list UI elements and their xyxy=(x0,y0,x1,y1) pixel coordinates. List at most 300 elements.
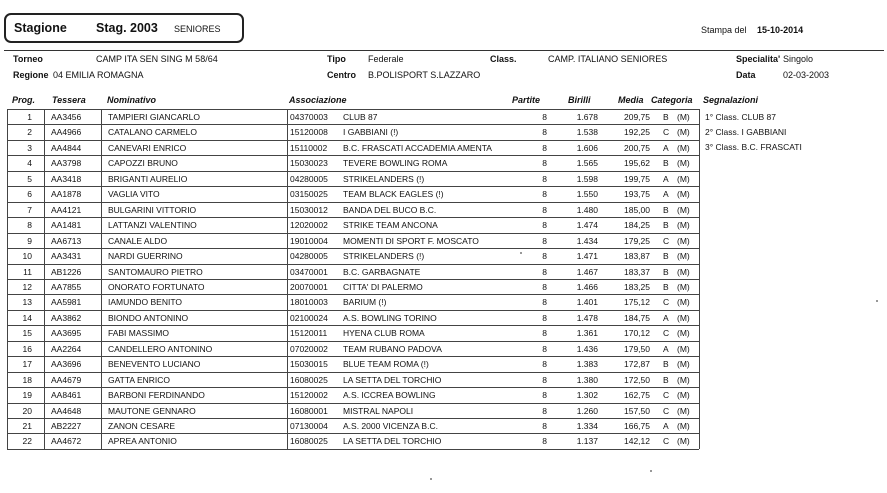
row-tessera: AA6713 xyxy=(51,235,82,246)
row-tessera: AA3696 xyxy=(51,359,82,370)
scan-speck xyxy=(430,478,432,480)
row-nominativo: CANEVARI ENRICO xyxy=(108,142,187,153)
row-assoc-name: I GABBIANI (!) xyxy=(343,127,399,138)
row-assoc-code: 18010003 xyxy=(290,297,328,308)
row-tessera: AA3431 xyxy=(51,251,82,262)
row-assoc-name: TEAM BLACK EAGLES (!) xyxy=(343,189,444,200)
table-row xyxy=(0,341,887,356)
row-categoria-gender: (M) xyxy=(677,421,690,431)
row-nominativo: LATTANZI VALENTINO xyxy=(108,220,197,231)
row-categoria: B xyxy=(663,281,669,292)
row-assoc-name: TEVERE BOWLING ROMA xyxy=(343,158,448,169)
row-tessera: AB2227 xyxy=(51,421,82,431)
row-partite: 8 xyxy=(542,343,547,354)
row-media: 166,75 xyxy=(624,421,650,431)
row-categoria-gender: (M) xyxy=(677,266,690,277)
row-prog: 5 xyxy=(27,173,32,184)
row-categoria-gender: (M) xyxy=(677,436,690,447)
row-assoc-name: CITTA' DI PALERMO xyxy=(343,281,423,292)
row-prog: 17 xyxy=(22,359,32,370)
row-nominativo: BRIGANTI AURELIO xyxy=(108,173,188,184)
row-prog: 7 xyxy=(27,204,32,215)
row-prog: 18 xyxy=(22,374,32,385)
row-prog: 22 xyxy=(22,436,32,447)
scan-speck xyxy=(876,300,878,302)
row-categoria: C xyxy=(663,436,670,447)
row-media: 183,37 xyxy=(624,266,650,277)
row-assoc-code: 12020002 xyxy=(290,220,328,231)
row-assoc-code: 04370003 xyxy=(290,112,328,122)
row-prog: 13 xyxy=(22,297,32,308)
row-birilli: 1.474 xyxy=(576,220,598,231)
row-partite: 8 xyxy=(542,390,547,401)
seg-pos: 3° xyxy=(705,142,714,152)
row-nominativo: CANALE ALDO xyxy=(108,235,168,246)
table-row xyxy=(0,155,887,170)
row-partite: 8 xyxy=(542,112,547,122)
row-categoria-gender: (M) xyxy=(677,312,690,323)
row-tessera: AA1481 xyxy=(51,220,82,231)
row-prog: 14 xyxy=(22,312,32,323)
row-assoc-name: STRIKELANDERS (!) xyxy=(343,251,425,262)
row-partite: 8 xyxy=(542,374,547,385)
row-birilli: 1.383 xyxy=(576,359,598,370)
row-assoc-name: A.S. 2000 VICENZA B.C. xyxy=(343,421,438,431)
table-row-divider xyxy=(7,418,699,419)
row-assoc-code: 04280005 xyxy=(290,173,328,184)
print-info xyxy=(701,25,803,35)
data-value: 02-03-2003 xyxy=(783,70,830,80)
row-tessera: AA3798 xyxy=(51,158,82,169)
col-segnalazioni: Segnalazioni xyxy=(703,95,759,105)
table-row-divider xyxy=(7,248,699,249)
row-categoria: A xyxy=(663,421,669,431)
seg-label: Class. xyxy=(715,112,740,122)
table-row xyxy=(0,186,887,201)
row-prog: 8 xyxy=(27,220,32,231)
row-assoc-code: 15110002 xyxy=(290,142,328,153)
row-assoc-code: 15030023 xyxy=(290,158,328,169)
row-birilli: 1.302 xyxy=(576,390,598,401)
row-birilli: 1.538 xyxy=(576,127,598,138)
row-nominativo: FABI MASSIMO xyxy=(108,328,169,339)
row-categoria: B xyxy=(663,359,669,370)
table-row-divider xyxy=(7,217,699,218)
row-birilli: 1.606 xyxy=(576,142,598,153)
row-assoc-code: 07020002 xyxy=(290,343,328,354)
header-divider xyxy=(4,50,884,51)
row-prog: 9 xyxy=(27,235,32,246)
row-partite: 8 xyxy=(542,235,547,246)
table-row xyxy=(0,325,887,340)
row-assoc-name: STRIKELANDERS (!) xyxy=(343,173,425,184)
row-assoc-code: 15030012 xyxy=(290,204,328,215)
table-row xyxy=(0,202,887,217)
row-assoc-name: LA SETTA DEL TORCHIO xyxy=(343,374,442,385)
row-birilli: 1.550 xyxy=(576,189,598,200)
row-assoc-code: 03150025 xyxy=(290,189,328,200)
row-prog: 11 xyxy=(23,266,32,277)
row-tessera: AA4844 xyxy=(51,142,82,153)
table-row-divider xyxy=(7,109,699,110)
table-row xyxy=(0,418,887,433)
table-row-divider xyxy=(7,372,699,373)
row-media: 209,75 xyxy=(624,112,650,122)
row-categoria: B xyxy=(663,374,669,385)
seg-club: CLUB 87 xyxy=(741,112,777,122)
row-categoria: C xyxy=(663,297,670,308)
row-assoc-code: 20070001 xyxy=(290,281,328,292)
row-categoria-gender: (M) xyxy=(677,142,690,153)
table-row-divider xyxy=(7,356,699,357)
row-categoria-gender: (M) xyxy=(677,204,690,215)
row-categoria: C xyxy=(663,328,670,339)
row-categoria-gender: (M) xyxy=(677,390,690,401)
class-value: CAMP. ITALIANO SENIORES xyxy=(548,54,668,64)
row-assoc-code: 15030015 xyxy=(290,359,328,370)
row-categoria-gender: (M) xyxy=(677,251,690,262)
row-categoria: B xyxy=(663,112,669,122)
row-birilli: 1.260 xyxy=(576,405,598,416)
row-birilli: 1.480 xyxy=(576,204,598,215)
row-partite: 8 xyxy=(542,189,547,200)
row-assoc-code: 15120008 xyxy=(290,127,328,138)
table-row-divider xyxy=(7,387,699,388)
row-nominativo: VAGLIA VITO xyxy=(108,189,160,200)
row-categoria-gender: (M) xyxy=(677,405,690,416)
table-row-divider xyxy=(7,449,699,450)
row-partite: 8 xyxy=(542,220,547,231)
row-nominativo: CATALANO CARMELO xyxy=(108,127,197,138)
row-birilli: 1.380 xyxy=(576,374,598,385)
row-media: 179,25 xyxy=(624,235,650,246)
row-assoc-name: BANDA DEL BUCO B.C. xyxy=(343,204,437,215)
row-media: 200,75 xyxy=(624,142,650,153)
row-nominativo: BULGARINI VITTORIO xyxy=(108,204,197,215)
row-categoria: A xyxy=(663,142,669,153)
row-categoria-gender: (M) xyxy=(677,359,690,370)
row-prog: 2 xyxy=(27,127,32,138)
centro-label: Centro xyxy=(327,70,356,80)
table-row xyxy=(0,387,887,402)
row-prog: 19 xyxy=(22,390,32,401)
row-assoc-code: 02100024 xyxy=(290,312,328,323)
table-row xyxy=(0,233,887,248)
table-row-divider xyxy=(7,279,699,280)
row-categoria-gender: (M) xyxy=(677,235,690,246)
row-categoria: A xyxy=(663,312,669,323)
row-categoria-gender: (M) xyxy=(677,343,690,354)
row-media: 195,62 xyxy=(624,158,650,169)
row-assoc-name: TEAM RUBANO PADOVA xyxy=(343,343,442,354)
row-birilli: 1.466 xyxy=(576,281,598,292)
row-nominativo: CAPOZZI BRUNO xyxy=(108,158,178,169)
row-tessera: AA4648 xyxy=(51,405,82,416)
row-prog: 10 xyxy=(22,251,32,262)
row-assoc-code: 19010004 xyxy=(290,235,328,246)
row-categoria: C xyxy=(663,235,670,246)
row-media: 172,50 xyxy=(624,374,650,385)
row-media: 179,50 xyxy=(624,343,650,354)
seg-item-1 xyxy=(705,112,776,122)
row-assoc-code: 04280005 xyxy=(290,251,328,262)
tipo-value: Federale xyxy=(368,54,404,64)
row-nominativo: BENEVENTO LUCIANO xyxy=(108,359,201,370)
row-tessera: AB1226 xyxy=(51,266,82,277)
row-nominativo: IAMUNDO BENITO xyxy=(108,297,182,308)
col-media: Media xyxy=(618,95,644,105)
row-birilli: 1.137 xyxy=(576,436,598,447)
scan-speck xyxy=(520,252,522,254)
class-label: Class. xyxy=(490,54,517,64)
col-partite: Partite xyxy=(512,95,541,105)
row-categoria-gender: (M) xyxy=(677,173,690,184)
row-media: 193,75 xyxy=(624,189,650,200)
season-value: Stag. 2003 xyxy=(96,21,158,35)
row-partite: 8 xyxy=(542,312,547,323)
row-partite: 8 xyxy=(542,359,547,370)
row-assoc-name: MISTRAL NAPOLI xyxy=(343,405,414,416)
row-partite: 8 xyxy=(542,436,547,447)
row-categoria: B xyxy=(663,251,669,262)
row-prog: 20 xyxy=(22,405,32,416)
row-assoc-code: 16080001 xyxy=(290,405,328,416)
row-tessera: AA4966 xyxy=(51,127,82,138)
row-birilli: 1.471 xyxy=(576,251,598,262)
row-tessera: AA3862 xyxy=(51,312,82,323)
row-partite: 8 xyxy=(542,173,547,184)
row-media: 185,00 xyxy=(624,204,650,215)
seg-item-2 xyxy=(705,127,786,137)
row-tessera: AA3418 xyxy=(51,173,82,184)
season-box xyxy=(4,13,244,43)
row-assoc-code: 16080025 xyxy=(290,436,328,447)
row-tessera: AA1878 xyxy=(51,189,82,200)
table-row xyxy=(0,403,887,418)
row-partite: 8 xyxy=(542,405,547,416)
row-birilli: 1.334 xyxy=(576,421,598,431)
row-tessera: AA4121 xyxy=(51,204,82,215)
row-birilli: 1.598 xyxy=(576,173,598,184)
row-media: 199,75 xyxy=(624,173,650,184)
row-categoria-gender: (M) xyxy=(677,158,690,169)
row-assoc-name: STRIKE TEAM ANCONA xyxy=(343,220,438,231)
table-row-divider xyxy=(7,155,699,156)
row-tessera: AA8461 xyxy=(51,390,82,401)
table-row-divider xyxy=(7,325,699,326)
row-birilli: 1.401 xyxy=(576,297,598,308)
row-partite: 8 xyxy=(542,142,547,153)
centro-value: B.POLISPORT S.LAZZARO xyxy=(368,70,481,80)
table-grid-line xyxy=(7,109,8,449)
row-categoria-gender: (M) xyxy=(677,328,690,339)
row-categoria-gender: (M) xyxy=(677,281,690,292)
row-assoc-name: A.S. ICCREA BOWLING xyxy=(343,390,436,401)
table-row-divider xyxy=(7,186,699,187)
row-assoc-name: BARIUM (!) xyxy=(343,297,387,308)
row-assoc-name: LA SETTA DEL TORCHIO xyxy=(343,436,442,447)
row-categoria-gender: (M) xyxy=(677,112,690,122)
table-row xyxy=(0,248,887,263)
table-row-divider xyxy=(7,264,699,265)
scan-speck xyxy=(650,470,652,472)
table-row xyxy=(0,372,887,387)
season-category: SENIORES xyxy=(174,24,221,34)
row-categoria: C xyxy=(663,127,670,138)
row-nominativo: GATTA ENRICO xyxy=(108,374,171,385)
row-categoria: A xyxy=(663,343,669,354)
row-nominativo: ONORATO FORTUNATO xyxy=(108,281,205,292)
table-row-divider xyxy=(7,233,699,234)
row-nominativo: APREA ANTONIO xyxy=(108,436,177,447)
row-partite: 8 xyxy=(542,328,547,339)
row-tessera: AA5981 xyxy=(51,297,82,308)
row-assoc-code: 15120011 xyxy=(290,328,328,339)
row-partite: 8 xyxy=(542,251,547,262)
row-prog: 3 xyxy=(27,142,32,153)
row-media: 142,12 xyxy=(624,436,650,447)
table-row xyxy=(0,279,887,294)
season-label: Stagione xyxy=(14,21,67,35)
row-categoria: A xyxy=(663,189,669,200)
row-nominativo: ZANON CESARE xyxy=(108,421,176,431)
seg-item-3 xyxy=(705,142,802,152)
row-prog: 6 xyxy=(27,189,32,200)
row-partite: 8 xyxy=(542,297,547,308)
row-partite: 8 xyxy=(542,158,547,169)
table-row xyxy=(0,217,887,232)
table-row xyxy=(0,310,887,325)
table-row xyxy=(0,294,887,309)
row-assoc-name: CLUB 87 xyxy=(343,112,378,122)
row-categoria-gender: (M) xyxy=(677,220,690,231)
row-tessera: AA4679 xyxy=(51,374,82,385)
row-media: 192,25 xyxy=(624,127,650,138)
row-tessera: AA3456 xyxy=(51,112,82,122)
table-row xyxy=(0,171,887,186)
row-media: 175,12 xyxy=(624,297,650,308)
table-row xyxy=(0,264,887,279)
row-assoc-name: B.C. FRASCATI ACCADEMIA AMENTA xyxy=(343,142,492,153)
col-birilli: Birilli xyxy=(568,95,591,105)
row-partite: 8 xyxy=(542,127,547,138)
row-categoria: C xyxy=(663,390,670,401)
row-media: 183,87 xyxy=(624,251,650,262)
row-prog: 21 xyxy=(22,421,32,431)
print-label: Stampa del xyxy=(701,25,747,35)
row-categoria: B xyxy=(663,204,669,215)
row-prog: 1 xyxy=(27,112,32,122)
table-row-divider xyxy=(7,171,699,172)
spec-label: Specialita' xyxy=(736,54,781,64)
row-categoria-gender: (M) xyxy=(677,297,690,308)
row-categoria-gender: (M) xyxy=(677,374,690,385)
row-media: 157,50 xyxy=(624,405,650,416)
row-birilli: 1.467 xyxy=(576,266,598,277)
row-prog: 4 xyxy=(27,158,32,169)
torneo-label: Torneo xyxy=(13,54,43,64)
regione-label: Regione xyxy=(13,70,49,80)
spec-value: Singolo xyxy=(783,54,814,64)
row-assoc-code: 07130004 xyxy=(290,421,328,431)
row-media: 172,87 xyxy=(624,359,650,370)
row-assoc-name: B.C. GARBAGNATE xyxy=(343,266,421,277)
row-partite: 8 xyxy=(542,281,547,292)
table-row-divider xyxy=(7,294,699,295)
row-tessera: AA2264 xyxy=(51,343,82,354)
row-categoria-gender: (M) xyxy=(677,127,690,138)
col-tessera: Tessera xyxy=(52,95,86,105)
row-nominativo: TAMPIERI GIANCARLO xyxy=(108,112,200,122)
col-nominativo: Nominativo xyxy=(107,95,157,105)
row-categoria: B xyxy=(663,220,669,231)
row-birilli: 1.478 xyxy=(576,312,598,323)
table-row-divider xyxy=(7,310,699,311)
seg-club: B.C. FRASCATI xyxy=(741,142,802,152)
regione-value: 04 EMILIA ROMAGNA xyxy=(53,70,144,80)
col-prog: Prog. xyxy=(12,95,36,105)
tipo-label: Tipo xyxy=(327,54,346,64)
table-row xyxy=(0,433,887,448)
row-prog: 12 xyxy=(22,281,32,292)
row-assoc-code: 16080025 xyxy=(290,374,328,385)
print-date: 15-10-2014 xyxy=(757,25,804,35)
row-tessera: AA7855 xyxy=(51,281,82,292)
row-partite: 8 xyxy=(542,421,547,431)
col-categoria: Categoria xyxy=(651,95,693,105)
row-nominativo: BARBONI FERDINANDO xyxy=(108,390,205,401)
seg-pos: 1° xyxy=(705,112,714,122)
row-categoria: C xyxy=(663,405,670,416)
table-row-divider xyxy=(7,433,699,434)
table-row-divider xyxy=(7,140,699,141)
row-assoc-name: A.S. BOWLING TORINO xyxy=(343,312,437,323)
seg-pos: 2° xyxy=(705,127,714,137)
row-prog: 16 xyxy=(22,343,32,354)
seg-label: Class. xyxy=(715,127,740,137)
table-row-divider xyxy=(7,403,699,404)
row-media: 170,12 xyxy=(624,328,650,339)
row-birilli: 1.678 xyxy=(576,112,598,122)
row-nominativo: NARDI GUERRINO xyxy=(108,251,183,262)
row-media: 162,75 xyxy=(624,390,650,401)
row-birilli: 1.436 xyxy=(576,343,598,354)
row-media: 183,25 xyxy=(624,281,650,292)
row-birilli: 1.434 xyxy=(576,235,598,246)
seg-club: I GABBIANI xyxy=(741,127,787,137)
col-associazione: Associazione xyxy=(289,95,347,105)
row-assoc-name: HYENA CLUB ROMA xyxy=(343,328,425,339)
row-categoria: B xyxy=(663,266,669,277)
row-nominativo: BIONDO ANTONINO xyxy=(108,312,189,323)
row-categoria: B xyxy=(663,158,669,169)
row-nominativo: MAUTONE GENNARO xyxy=(108,405,196,416)
row-tessera: AA3695 xyxy=(51,328,82,339)
row-birilli: 1.565 xyxy=(576,158,598,169)
row-categoria-gender: (M) xyxy=(677,189,690,200)
table-row-divider xyxy=(7,124,699,125)
data-label: Data xyxy=(736,70,756,80)
table-row xyxy=(0,356,887,371)
row-assoc-name: MOMENTI DI SPORT F. MOSCATO xyxy=(343,235,479,246)
torneo-value: CAMP ITA SEN SING M 58/64 xyxy=(96,54,218,64)
row-nominativo: SANTOMAURO PIETRO xyxy=(108,266,203,277)
seg-label: Class. xyxy=(715,142,740,152)
row-categoria: A xyxy=(663,173,669,184)
row-prog: 15 xyxy=(22,328,32,339)
row-media: 184,75 xyxy=(624,312,650,323)
row-partite: 8 xyxy=(542,266,547,277)
